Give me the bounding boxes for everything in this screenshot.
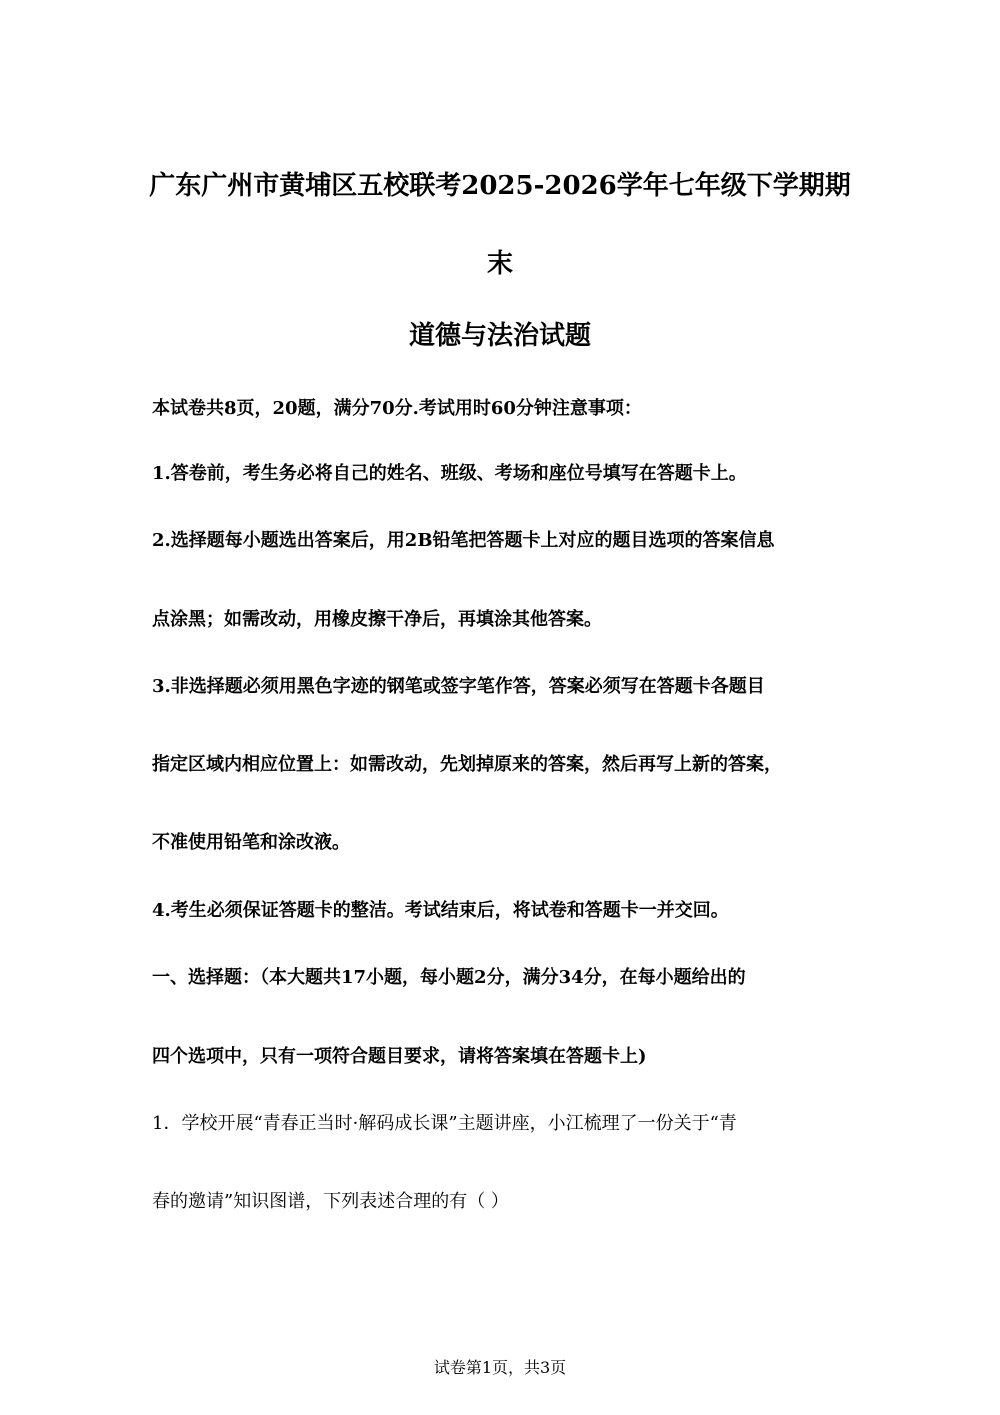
instruction-item-4: 4.考生必须保证答题卡的整洁。考试结束后，将试卷和答题卡一并交回。	[152, 900, 729, 921]
instruction-item-1: 1.答卷前，考生务必将自己的姓名、班级、考场和座位号填写在答题卡上。	[152, 463, 747, 484]
instruction-item-2-line-2: 点涂黑；如需改动，用橡皮擦干净后，再填涂其他答案。	[152, 609, 602, 630]
instructions-intro: 本试卷共8页，20题，满分70分.考试用时60分钟注意事项：	[152, 398, 642, 419]
question-1-line-1: 1．学校开展“青春正当时·解码成长课”主题讲座，小江梳理了一份关于“青	[152, 1113, 737, 1134]
instruction-item-3-line-2: 指定区域内相应位置上：如需改动，先划掉原来的答案，然后再写上新的答案，	[152, 754, 782, 775]
instruction-item-3-line-1: 3.非选择题必须用黑色字迹的钢笔或签字笔作答，答案必须写在答题卡各题目	[152, 676, 765, 697]
section-1-heading-line-1: 一、选择题：（本大题共17小题，每小题2分，满分34分，在每小题给出的	[152, 967, 746, 988]
question-1-line-2: 春的邀请”知识图谱，下列表述合理的有（ ）	[152, 1191, 509, 1212]
exam-title-line-1: 广东广州市黄埔区五校联考2025-2026学年七年级下学期期	[149, 171, 851, 201]
instruction-item-2-line-1: 2.选择题每小题选出答案后，用2B铅笔把答题卡上对应的题目选项的答案信息	[152, 530, 775, 551]
exam-subject-title: 道德与法治试题	[408, 321, 591, 351]
page-footer: 试卷第1页，共3页	[433, 1358, 567, 1377]
section-1-heading-line-2: 四个选项中，只有一项符合题目要求，请将答案填在答题卡上)	[152, 1046, 647, 1067]
instruction-item-3-line-3: 不准使用铅笔和涂改液。	[152, 832, 350, 853]
exam-title-line-2: 末	[486, 249, 513, 279]
